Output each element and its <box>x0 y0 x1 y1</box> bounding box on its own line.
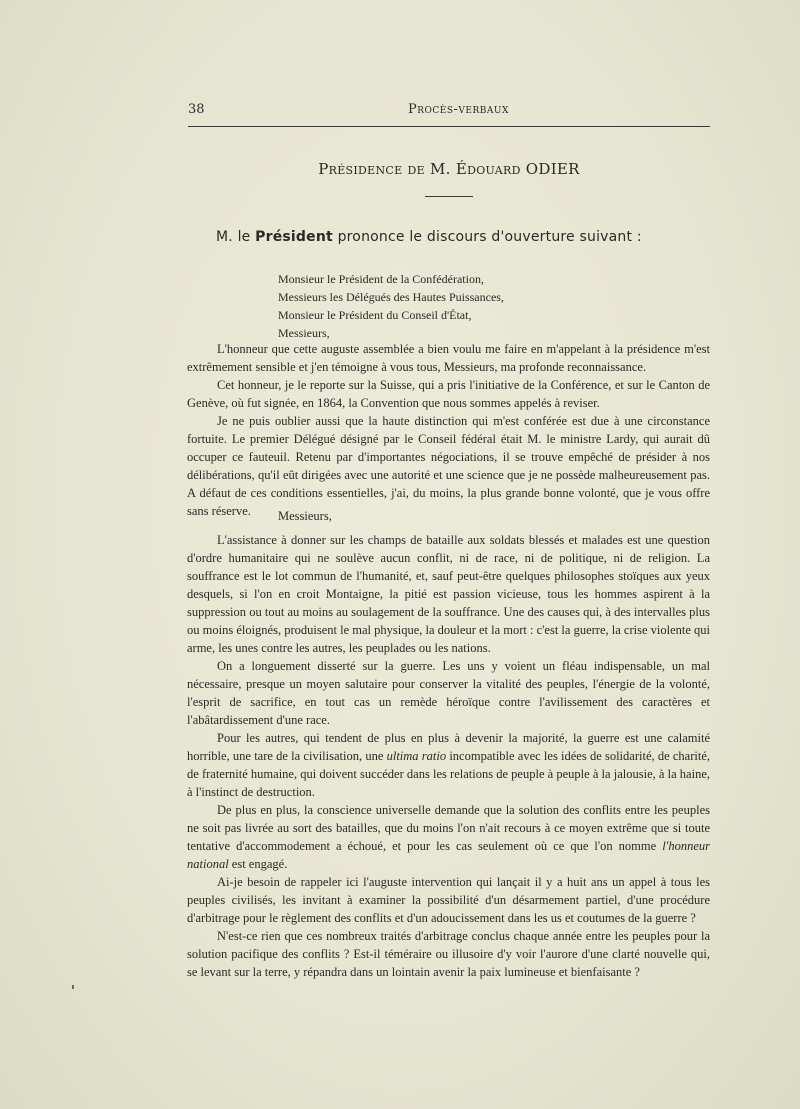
title-divider <box>425 196 473 197</box>
salutation-line: Messieurs les Délégués des Hautes Puissances, <box>278 290 504 304</box>
paragraph: L'honneur que cette auguste assemblée a bien voulu me faire en m'appelant à la présidence m'est extrêmement sensible et j'en témoigne à vous tous, Messieurs, ma profonde reconnaissance. <box>187 342 710 374</box>
session-title-name: ODIER <box>525 160 580 178</box>
paragraph-text: De plus en plus, la conscience universelle demande que la solution des conflits entre les peuples ne soit pas livrée au sort des batailles, que du moins l'on n'ait recours à ce moyen extrême que si toute tentative d'accommodement a échoué, et pour les cas seulement où ce que l'on nomme <box>187 803 710 853</box>
paragraph: Cet honneur, je le reporte sur la Suisse, qui a pris l'initiative de la Conférence, et sur le Canton de Genève, où fut signée, en 1864, la Convention que nous sommes appelés à reviser. <box>187 378 710 410</box>
paragraph: L'assistance à donner sur les champs de bataille aux soldats blessés et malades est une question d'ordre humanitaire qui ne soulève aucun conflit, ni de race, ni de politique, ni de religion. La souffrance est le lot commun de l'humanité, et, sauf peut-être quelques philosophes stoïques aux yeux desquels, si l'on en croit Montaigne, la pitié est passion vicieuse, tous les hommes aspirent à la suppression ou tout au moins au soulagement de la souffrance. Une des causes qui, à des intervalles plus ou moins éloignés, produisent le mal physique, la douleur et la mort : c'est la guerre, la crise violente qui arme, les unes contre les autres, les peuplades ou les nations. <box>187 533 710 655</box>
paragraph-text: incompatible avec les idées de solidarité, de charité, de fraternité humaine, qui doivent succéder dans les relations de peuple à peuple à la jalousie, à la haine, à l'instinct de destruction. <box>187 749 710 799</box>
session-title-prefix: Présidence de M. Édouard <box>318 160 521 178</box>
paragraph: Je ne puis oublier aussi que la haute distinction qui m'est conférée est due à une circonstance fortuite. Le premier Délégué désigné par le Conseil fédéral était M. le ministre Lardy, qui aurait dû occuper ce fauteuil. Retenu par d'importantes négociations, il se trouve empêché de présider à nos délibérations, qu'il eût dirigées avec une autorité et une science que je ne possède malheureusement pas. A défaut de ces conditions essentielles, j'ai, du moins, la plus grande bonne volonté, que je vous offre sans réserve. <box>187 414 710 518</box>
latin-phrase: ultima ratio <box>386 749 447 763</box>
salutations <box>278 270 504 342</box>
paragraph: Ai-je besoin de rappeler ici l'auguste intervention qui lançait il y a huit ans un appel à tous les peuples civilisés, les invitant à examiner la possibilité d'un désarmement partiel, d'une procédure d'arbitrage pour le règlement des conflits et d'un adoucissement dans les us et coutumes de la guerre ? <box>187 875 710 925</box>
paragraph-text: Pour les autres, qui tendent de plus en plus à devenir la majorité, la guerre est une calamité horrible, une tare de la civilisation, une <box>187 731 710 763</box>
page-number: 38 <box>188 102 205 117</box>
ink-mark <box>72 985 74 989</box>
paragraph: N'est-ce rien que ces nombreux traités d'arbitrage conclus chaque année entre les peuples pour la solution pacifique des conflits ? Est-il téméraire ou illusoire d'y voir l'aurore d'une clarté nouvelle qui, se levant sur la terre, y répandra dans un lointain avenir la paix lumineuse et bienfaisante ? <box>187 929 710 979</box>
session-title <box>188 160 710 178</box>
page-header <box>188 102 710 118</box>
salutation-line: Monsieur le Président du Conseil d'État, <box>278 308 472 322</box>
header-rule <box>188 126 710 127</box>
paragraph <box>187 729 710 801</box>
salutation-line: Messieurs, <box>278 326 330 340</box>
opening-paragraphs <box>187 340 710 520</box>
intro-president: Président <box>255 229 333 245</box>
second-salutation: Messieurs, <box>278 509 332 523</box>
salutation-line: Monsieur le Président de la Confédération, <box>278 272 484 286</box>
paragraph-text: est engagé. <box>228 857 288 871</box>
emphasized-phrase: l'honneur national <box>187 839 710 871</box>
paragraph <box>187 801 710 873</box>
intro-after: prononce le discours d'ouverture suivant : <box>332 229 642 245</box>
speech-paragraphs <box>187 531 710 981</box>
running-title: Procès-verbaux <box>408 102 509 117</box>
intro-line <box>216 229 642 245</box>
intro-before: M. le <box>216 229 256 245</box>
paragraph: On a longuement disserté sur la guerre. Les uns y voient un fléau indispensable, un mal nécessaire, presque un moyen salutaire pour conserver la vitalité des peuples, l'énergie de la volonté, l'esprit de sacrifice, en tout cas un remède héroïque contre l'avilissement des caractères et l'abâtardissement d'une race. <box>187 659 710 727</box>
